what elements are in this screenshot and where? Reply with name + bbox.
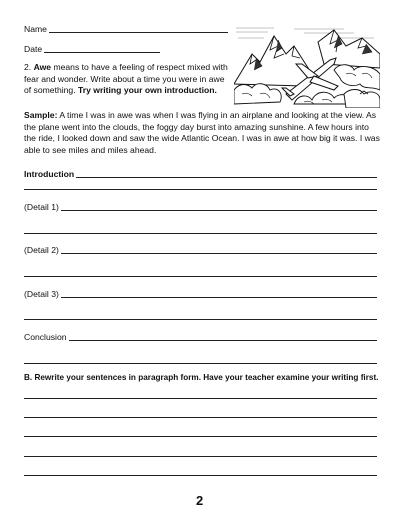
part-b-instruction: B. Rewrite your sentences in paragraph form. Have your teacher examine your writing first. [24,373,379,382]
name-field-line[interactable] [49,32,228,33]
introduction-line-2[interactable] [24,189,377,190]
sample-line1: A time I was in awe was when I was flying in an airplane and looking at the view. As [59,110,377,120]
prompt-instruction: Try writing your own introduction. [77,85,217,96]
name-row [24,24,228,34]
prompt-paragraph [24,62,234,97]
conclusion-label: Conclusion [24,332,67,342]
rewrite-line-5[interactable] [24,475,377,476]
date-label: Date [24,44,43,54]
sample-label: Sample: [24,110,58,120]
introduction-row [24,169,377,179]
rewrite-line-2[interactable] [24,417,377,418]
detail2-line-2[interactable] [24,276,377,277]
detail3-row [24,289,377,299]
detail2-row [24,245,377,255]
sample-line3: the ride, I looked down and saw the wide Atlantic Ocean. I was in awe at how big it was. I was [24,133,380,144]
prompt-keyword: Awe [33,62,52,72]
sample-line4: able to see miles and miles ahead. [24,144,157,155]
detail1-label: (Detail 1) [24,202,59,212]
mountain-airplane-clouds-illustration [234,24,380,108]
date-field-line[interactable] [44,52,160,53]
page-number: 2 [196,493,204,508]
conclusion-line-2[interactable] [24,363,377,364]
conclusion-row [24,332,377,342]
detail3-label: (Detail 3) [24,289,59,299]
introduction-line[interactable] [76,177,377,178]
prompt-line3: of something. [24,85,76,96]
introduction-label: Introduction [24,169,75,179]
prompt-number: 2. [24,62,32,72]
prompt-line1: means to have a feeling of respect mixed with [53,62,228,72]
detail1-line[interactable] [61,210,377,211]
detail2-line[interactable] [61,253,377,254]
rewrite-line-3[interactable] [24,436,377,437]
date-row [24,44,160,54]
sample-line2: the plane went into the clouds, the foggy day burst into amazing sunshine. A few hours into [24,121,369,132]
prompt-line2: fear and wonder. Write about a time you were in awe [24,73,225,84]
detail1-row [24,202,377,212]
rewrite-line-4[interactable] [24,456,377,457]
detail3-line-2[interactable] [24,319,377,320]
detail3-line[interactable] [61,297,377,298]
name-label: Name [24,24,47,34]
detail1-line-2[interactable] [24,233,377,234]
conclusion-line[interactable] [69,340,377,341]
rewrite-line-1[interactable] [24,398,377,399]
detail2-label: (Detail 2) [24,245,59,255]
sample-paragraph [24,110,384,156]
